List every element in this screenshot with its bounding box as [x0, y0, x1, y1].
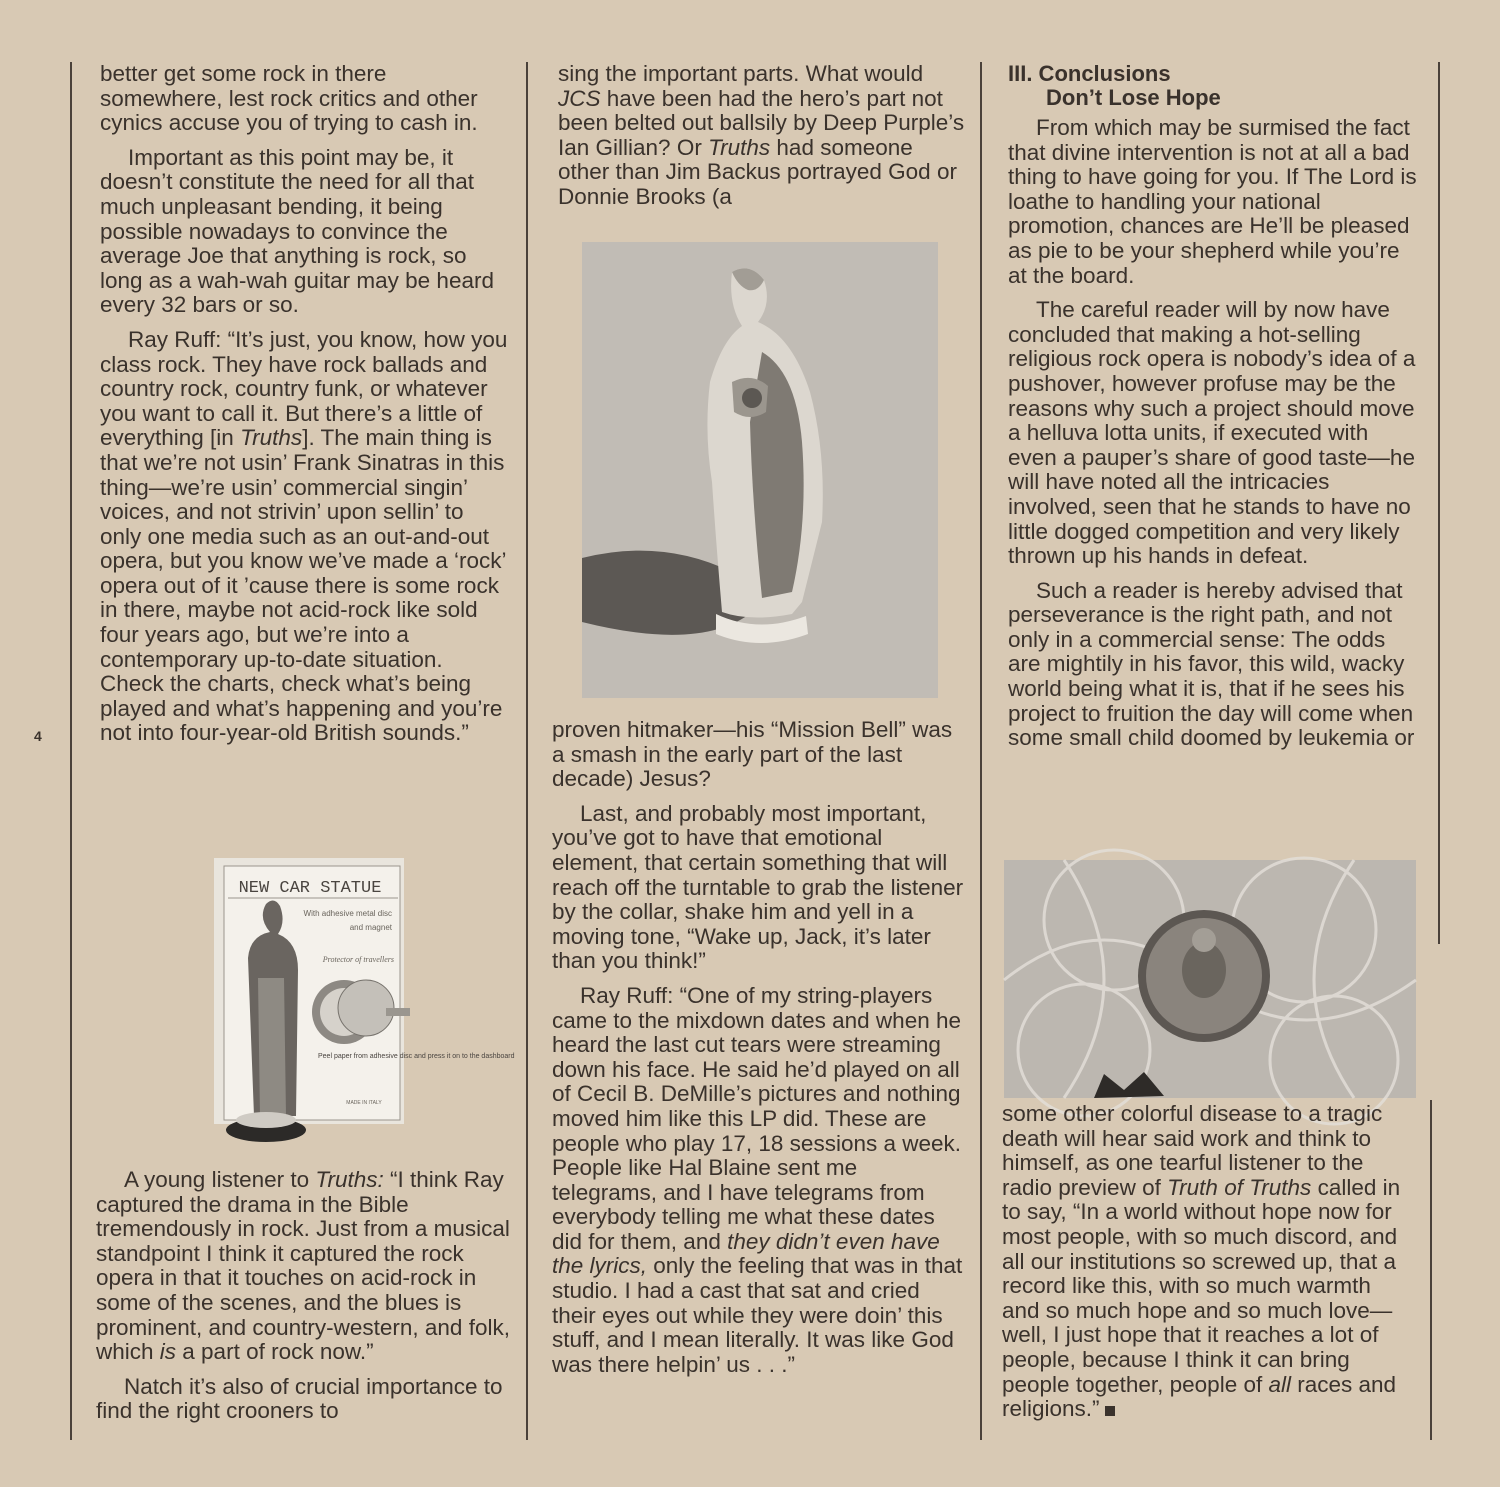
package-line-1: With adhesive metal disc: [303, 909, 392, 918]
column-rule-right-lower: [1430, 1100, 1432, 1440]
car-statue-package-photo: [214, 858, 515, 1144]
package-instructions: Peel paper from adhesive disc and press it on to the dashboard: [318, 1053, 515, 1060]
paragraph: The careful reader will by now have concluded that making a hot-selling religious rock opera is nobody’s idea of a pushover, however profuse may be the reasons why such a project should move a helluva lotta units, if executed with even a pauper’s share of good taste—he will have noted all the intricacies involved, seen that he stands to have no little dogged competition and very likely thrown up his hands in defeat.: [1008, 297, 1416, 569]
column-2-top: [558, 62, 968, 220]
column-rule-2: [980, 62, 982, 1440]
paragraph: Ray Ruff: “It’s just, you know, how you class rock. They have rock ballads and country rock, country funk, or whatever you want to call it. But there’s a little of everything [in Truths]. The main thing is that we’re not usin’ Frank Sinatras in this thing—we’re usin’ commercial singin’ voices, and not strivin’ upon sellin’ to only one media such as an out-and-out opera, but you know we’ve made a ‘rock’ opera out of it ’cause there is some rock in there, maybe not acid-rock like sold four years ago, but we’re into a contemporary up-to-date situation. Check the charts, check what’s being played and what’s happening and you’re not into four-year-old British sounds.”: [100, 326, 508, 746]
paragraph: some other colorful disease to a tragic death will hear said work and think to himself, as one tearful listener to the radio preview of Truth of Truths called in to say, “In a world without hope now for most people, with so much discord, and all our institutions so screwed up, that a record like this, with so much warmth and so much hope and so much love—well, I just hope that it reaches a lot of people, because I think it can bring people together, people of all races and religions.”: [1002, 1101, 1401, 1422]
column-rule-left: [70, 62, 72, 1440]
jesus-statue-photo: [582, 242, 938, 698]
paragraph: proven hitmaker—his “Mission Bell” was a smash in the early part of the last decade) Jesus?: [552, 717, 953, 792]
paragraph: A young listener to Truths: “I think Ray captured the drama in the Bible tremendously in rock. Just from a musical standpoint I think it captured the rock opera in that it touches on acid-rock in some of the scenes, and the blues is prominent, and country-western, and folk, which is a part of rock now.”: [96, 1167, 510, 1365]
column-2-bottom: [552, 718, 964, 1387]
package-made-in: MADE IN ITALY: [346, 1100, 382, 1106]
medallion-photo: [1004, 860, 1416, 1098]
package-script: Protector of travellers: [322, 955, 394, 964]
paragraph: better get some rock in there somewhere, lest rock critics and other cynics accuse you of trying to cash in.: [100, 61, 478, 136]
paragraph: Last, and probably most important, you’ve got to have that emotional element, that certain something that will reach off the turntable to grab the listener by the collar, shake him and yell in a moving tone, “Wake up, Jack, it’s later than you think!”: [552, 800, 964, 974]
heading-subtitle: Don’t Lose Hope: [1046, 85, 1221, 110]
column-1-top: [100, 62, 510, 756]
heading-title: III. Conclusions: [1008, 61, 1171, 86]
column-3-top: [1008, 62, 1420, 761]
paragraph: Such a reader is hereby advised that perseverance is the right path, and not only in a commercial sense: The odds are mightily in his favor, this wild, wacky world being what it is, that if he sees his project to fruition the day will come when some small child doomed by leukemia or: [1008, 577, 1415, 751]
column-rule-1: [526, 62, 528, 1440]
column-3-bottom: [1002, 1102, 1414, 1432]
column-1-bottom: [96, 1168, 510, 1434]
paragraph: Natch it’s also of crucial importance to find the right crooners to: [96, 1373, 503, 1424]
package-line-2: and magnet: [349, 923, 392, 932]
paragraph: Ray Ruff: “One of my string-players came to the mixdown dates and when he heard the last cut tears were streaming down his face. He said he’d played on all of Cecil B. DeMille’s pictures and nothing moved him like this LP did. These are people who play 17, 18 sessions a week. People like Hal Blaine sent me telegrams, and I have telegrams from everybody telling me what these dates did for them, and they didn’t even have the lyrics, only the feeling that was in that studio. I had a cast that sat and cried their eyes out while they were doin’ this stuff, and I mean literally. It was like God was there helpin’ us . . .”: [552, 982, 963, 1377]
package-title: NEW CAR STATUE: [238, 879, 382, 898]
paragraph: From which may be surmised the fact that divine intervention is not at all a bad thing to have going for you. If The Lord is loathe to handling your national promotion, chances are He’ll be pleased as pie to be your shepherd while you’re at the board.: [1008, 115, 1417, 288]
page-number: 4: [34, 728, 42, 744]
end-mark: [1105, 1406, 1115, 1416]
paragraph: Important as this point may be, it doesn’t constitute the need for all that much unpleasant bending, it being possible nowadays to convince the average Joe that anything is rock, so long as a wah-wah guitar may be heard every 32 bars or so.: [100, 144, 494, 318]
paragraph: sing the important parts. What would JCS have been had the hero’s part not been belted out ballsily by Deep Purple’s Ian Gillian? Or Truths had someone other than Jim Backus portrayed God or Donnie Brooks (a: [558, 61, 965, 209]
column-rule-right: [1438, 62, 1440, 944]
section-heading: [1008, 62, 1420, 110]
